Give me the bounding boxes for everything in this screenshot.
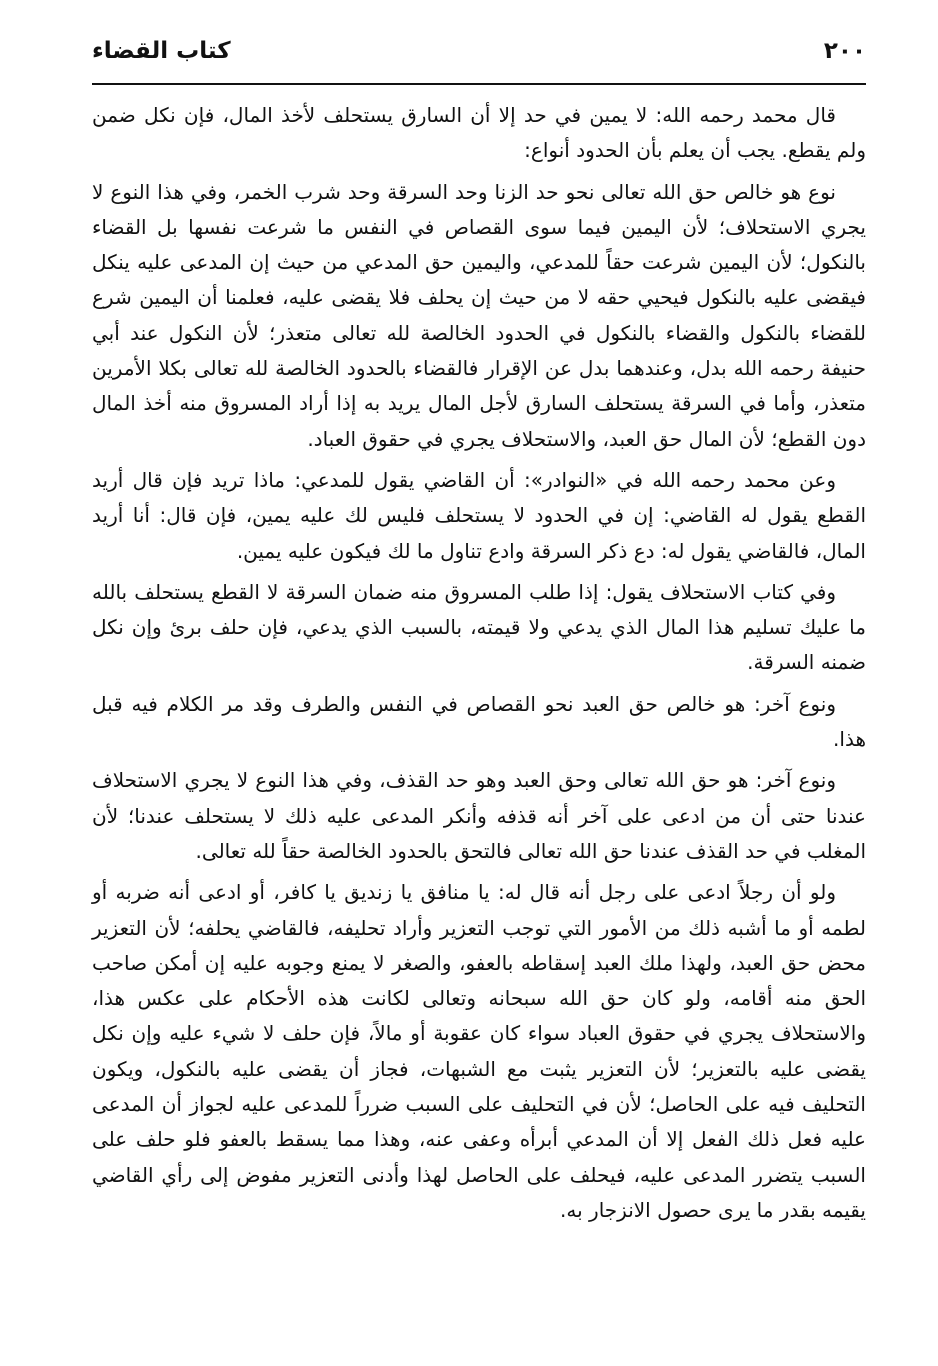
page-number: ٢٠٠ bbox=[823, 38, 866, 64]
paragraph: ولو أن رجلاً ادعى على رجل أنه قال له: يا منافق يا زنديق يا كافر، أو ادعى أنه ضربه أو لطمه أو ما أشبه ذلك من الأمور التي توجب التعزير وأراد تحليفه، فالقاضي يحلفه؛ لأن التعزير محض حق العبد، ولهذا ملك العبد إسقاطه بالعفو، والصغر لا يمنع وجوبه عليه إن أمكن صاحب الحق منه أقامه، ولو كان حق الله سبحانه وتعالى لكانت هذه الأحكام على عكس هذا، والاستحلاف يجري في حقوق العباد سواء كان عقوبة أو مالاً، فإن حلف لا شيء عليه وإن نكل يقضى عليه بالتعزير؛ لأن التعزير يثبت مع الشبهات، فجاز أن يقضى عليه بالنكول، ويكون التحليف فيه على الحاصل؛ لأن في التحليف على السبب ضرراً للمدعى عليه لجواز أن المدعى عليه فعل ذلك الفعل إلا أن المدعي أبرأه وعفى عنه، وهذا مما يسقط بالعفو فلو حلف على السبب يتضرر المدعى عليه، فيحلف على الحاصل لهذا وأدنى التعزير مفوض إلى رأي القاضي يقيمه بقدر ما يرى حصول الانزجار به. bbox=[92, 880, 866, 1222]
book-page bbox=[92, 0, 866, 1366]
paragraph: وفي كتاب الاستحلاف يقول: إذا طلب المسروق منه ضمان السرقة لا القطع يستحلف بالله ما عليك تسليم هذا المال الذي يدعي ولا قيمته، بالسبب الذي يدعي، فإن حلف برئ وإن نكل ضمنه السرقة. bbox=[92, 579, 866, 675]
paragraph: وعن محمد رحمه الله في «النوادر»: أن القاضي يقول للمدعي: ماذا تريد فإن قال أريد القطع يقول له القاضي: إن في الحدود لا يستحلف فليس لك عليه يمين، فإن قال: أنا أريد المال، فالقاضي يقول له: دع ذكر السرقة وادع تناول ما لك فيكون عليه يمين. bbox=[92, 467, 866, 563]
page-header bbox=[92, 38, 866, 78]
page-body bbox=[92, 98, 866, 1234]
paragraph: ونوع آخر: هو خالص حق العبد نحو القصاص في النفس والطرف وقد مر الكلام فيه قبل هذا. bbox=[92, 691, 866, 752]
header-divider bbox=[92, 83, 866, 85]
paragraph: قال محمد رحمه الله: لا يمين في حد إلا أن السارق يستحلف لأخذ المال، فإن نكل ضمن ولم يقطع. يجب أن يعلم بأن الحدود أنواع: bbox=[92, 103, 866, 163]
paragraph: نوع هو خالص حق الله تعالى نحو حد الزنا وحد السرقة وحد شرب الخمر، وفي هذا النوع لا يجري الاستحلاف؛ لأن اليمين فيما سوى القصاص في النفس ما شرعت نفسها بل القضاء بالنكول؛ لأن اليمين شرعت حقاً للمدعي، واليمين حق المدعي من حيث إن المدعى عليه ينكل فيقضى عليه بالنكول فيحيي حقه لا من حيث إن يحلف فلا يقضى عليه، فعلمنا أن اليمين شرع للقضاء بالنكول والقضاء بالنكول في الحدود الخالصة لله تعالى متعذر؛ لأن النكول عند أبي حنيفة رحمه الله بدل، وعندهما بدل عن الإقرار فالقضاء بالحدود الخالصة لله تعالى بكلا الأمرين متعذر، وأما في السرقة يستحلف السارق لأجل المال يريد به إذا أراد المسروق منه أخذ المال دون القطع؛ لأن المال حق العبد، والاستحلاف يجري في حقوق العباد. bbox=[92, 179, 866, 451]
paragraph: ونوع آخر: هو حق الله تعالى وحق العبد وهو حد القذف، وفي هذا النوع لا يجري الاستحلاف عندنا حتى أن من ادعى على آخر أنه قذفه وأنكر المدعى عليه ذلك لا يستحلف عندنا؛ لأن المغلب في حد القذف عندنا حق الله تعالى فالتحق بالحدود الخالصة حقاً لله تعالى. bbox=[92, 768, 866, 863]
running-title: كتاب القضاء bbox=[92, 38, 231, 64]
